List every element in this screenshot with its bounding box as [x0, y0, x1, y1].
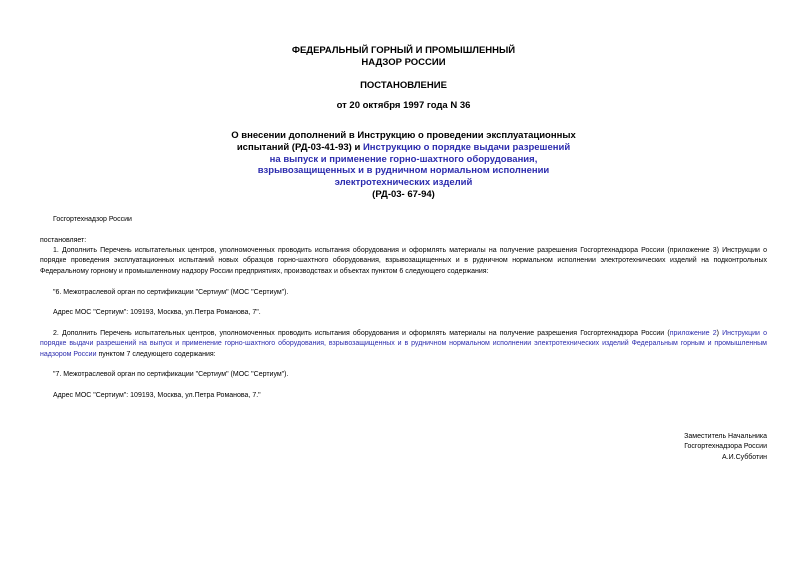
- title-line-2-plain: испытаний (РД-03-41-93) и: [236, 141, 363, 153]
- item-1-quote: "6. Межотраслевой орган по сертификации "Сертиум" (МОС "Сертиум").: [53, 289, 289, 296]
- title-instruction-link[interactable]: Инструкцию о порядке выдачи разрешений: [362, 141, 571, 153]
- item-2-quote: "7. Межотраслевой орган по сертификации "Сертиум" (МОС "Сертиум").: [53, 371, 289, 378]
- title-link-line-3[interactable]: на выпуск и применение горно-шахтного оборудования,: [269, 153, 538, 165]
- item-2-text-part-2: ): [716, 330, 723, 337]
- appendix-2-link[interactable]: приложение 2: [669, 330, 717, 337]
- item-2-text-part-3: пунктом 7 следующего содержания:: [96, 350, 216, 358]
- item-2-text-part-1: 2. Дополнить Перечень испытательных центров, уполномоченных проводить испытания оборудования и оформлять материалы на получение разрешения Госгортехнадзора России (: [53, 330, 670, 337]
- issuer-text: Госгортехнадзор России: [53, 216, 132, 223]
- title-line-6: (РД-03- 67-94): [372, 188, 435, 200]
- title-line-2: [0, 142, 807, 154]
- item-2-paragraph: [40, 329, 767, 360]
- title-link-line-5[interactable]: электротехнических изделий: [334, 177, 473, 189]
- title-link-line-4[interactable]: взрывозащищенных и в рудничном нормальном исполнении: [257, 165, 550, 177]
- item-1-paragraph: 1. Дополнить Перечень испытательных центров, уполномоченных проводить испытания оборудования и оформлять материалы на получение разрешения Госгортехнадзора России (приложение 3) Инструкции о порядке проведения эксплуатационных испытаний новых образцов горно-шахтного оборудования, взрывозащищенных и в рудничном нормальном исполнении электротехнических изделий на подконтрольных Федеральному горному и промышленному надзору России предприятиях, производствах и объектах пунктом 6 следующего содержания:: [40, 247, 767, 275]
- signature-block: [684, 432, 767, 463]
- instruction-link[interactable]: Инструкции о порядке выдачи разрешений на выпуск и применение горно-шахтного оборудования, взрывозащищенных и в рудничном нормальном исполнении электротехнических изделий Федеральным горным и промышленным надзором России: [40, 330, 768, 358]
- org-line-1: ФЕДЕРАЛЬНЫЙ ГОРНЫЙ И ПРОМЫШЛЕННЫЙ: [291, 45, 516, 56]
- document-date-number: от 20 октября 1997 года N 36: [336, 100, 471, 111]
- signatory-position-1: Заместитель Начальника: [684, 433, 767, 440]
- signatory-name: А.И.Субботин: [722, 453, 767, 461]
- document-type: ПОСТАНОВЛЕНИЕ: [360, 80, 447, 91]
- signatory-position-2: Госгортехнадзора России: [684, 443, 767, 451]
- item-2-address: Адрес МОС "Сертиум": 109193, Москва, ул.Петра Романова, 7.": [53, 392, 261, 399]
- title-line-1: О внесении дополнений в Инструкцию о проведении эксплуатационных: [231, 130, 576, 141]
- document-title: [0, 130, 807, 201]
- issuing-authority: [0, 45, 807, 69]
- item-1-address: Адрес МОС "Сертиум": 109193, Москва, ул.Петра Романова, 7".: [53, 309, 261, 316]
- org-line-2: НАДЗОР РОССИИ: [361, 57, 446, 68]
- resolves-text: постановляет:: [40, 237, 87, 244]
